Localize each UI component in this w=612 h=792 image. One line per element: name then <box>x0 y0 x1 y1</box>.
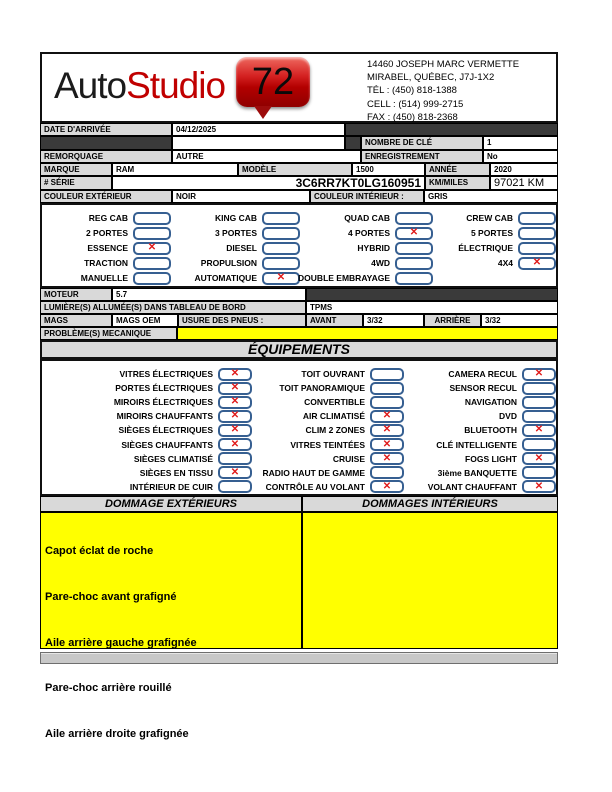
option-4wd <box>300 256 433 271</box>
option-3-portes <box>171 226 300 241</box>
equip-label: CONTRÔLE AU VOLANT <box>265 481 365 492</box>
equip-vitres-teintees <box>252 438 404 452</box>
equip-navigation <box>404 395 556 409</box>
marque-label: MARQUE <box>40 163 112 176</box>
option-label: DIESEL <box>226 243 257 254</box>
option-reg-cab <box>42 211 171 226</box>
checkbox[interactable] <box>370 424 404 437</box>
option-label: REG CAB <box>88 213 128 224</box>
equip-label: SIÈGES ÉLECTRIQUES <box>118 425 213 436</box>
equipment-section <box>40 359 558 496</box>
equip-label: MIROIRS CHAUFFANTS <box>116 411 213 422</box>
option-label: 2 PORTES <box>85 228 128 239</box>
cell-line: CELL : (514) 999-2715 <box>367 98 464 110</box>
equipment-column-1 <box>42 367 252 494</box>
option-label: 4 PORTES <box>347 228 390 239</box>
checkbox[interactable] <box>370 410 404 423</box>
equip-miroirs-chauffants <box>42 409 252 423</box>
moteur-field[interactable]: 5.7 <box>112 288 306 301</box>
equip-clim-2-zones <box>252 423 404 437</box>
equip-label: VOLANT CHAUFFANT <box>427 481 517 492</box>
equip-miroirs-electriques <box>42 395 252 409</box>
filler-dark-cell <box>345 123 558 136</box>
cab-drivetrain-section <box>40 203 558 288</box>
form-body <box>40 52 558 740</box>
checkbox[interactable] <box>395 227 433 240</box>
option-label: KING CAB <box>214 213 257 224</box>
km-miles-field[interactable]: 97021 KM <box>490 176 558 189</box>
damage-headers <box>40 496 558 512</box>
checkbox[interactable] <box>133 257 171 270</box>
option-essence <box>42 241 171 256</box>
mags-label: MAGS <box>40 314 112 327</box>
interior-damage-notes-field[interactable] <box>302 512 558 649</box>
equip-convertible <box>252 395 404 409</box>
equip-label: RADIO HAUT DE GAMME <box>262 467 365 478</box>
damage-notes <box>40 512 558 740</box>
option-4-portes <box>300 226 433 241</box>
checkbox[interactable] <box>522 480 556 493</box>
option-label: MANUELLE <box>80 273 128 284</box>
exterior-damage-lines <box>45 514 197 772</box>
checkbox[interactable] <box>262 212 300 225</box>
equip-label: TOIT OUVRANT <box>301 369 365 380</box>
equip-label: AIR CLIMATISÉ <box>302 411 365 422</box>
enregistrement-label: ENREGISTREMENT <box>361 150 483 163</box>
checkbox[interactable] <box>518 227 556 240</box>
option-label: 5 PORTES <box>470 228 513 239</box>
option-label: 4X4 <box>497 258 513 269</box>
option-label: ESSENCE <box>87 243 128 254</box>
equip-volant-chauffant <box>404 480 556 494</box>
checkbox[interactable] <box>218 410 252 423</box>
config-column-3 <box>300 211 433 286</box>
checkbox[interactable] <box>133 227 171 240</box>
checkbox[interactable] <box>522 396 556 409</box>
equip-label: TOIT PANORAMIQUE <box>279 383 365 394</box>
option-electrique <box>433 241 556 256</box>
km-miles-label: KM/MILES <box>425 176 490 189</box>
equipment-column-2 <box>252 367 404 494</box>
option-label: 3 PORTES <box>214 228 257 239</box>
option-quad-cab <box>300 211 433 226</box>
probleme-mecanique-label: PROBLÈME(S) MECANIQUE <box>40 327 177 340</box>
checkbox[interactable] <box>262 227 300 240</box>
checkbox[interactable] <box>218 466 252 479</box>
checkbox[interactable] <box>395 272 433 285</box>
equip-label: MIROIRS ÉLECTRIQUES <box>113 397 213 408</box>
option-2-portes <box>42 226 171 241</box>
equip-3ieme-banquette <box>404 466 556 480</box>
checkbox[interactable] <box>370 438 404 451</box>
probleme-mecanique-field[interactable] <box>177 327 558 340</box>
equipements-section-title: ÉQUIPEMENTS <box>40 340 558 359</box>
equip-label: SENSOR RECUL <box>449 383 517 394</box>
checkbox[interactable] <box>218 452 252 465</box>
remorquage-label: REMORQUAGE <box>40 150 172 163</box>
modele-label: MODÈLE <box>238 163 352 176</box>
option-label: AUTOMATIQUE <box>194 273 257 284</box>
checkbox[interactable] <box>522 466 556 479</box>
vehicle-info-grid <box>40 123 558 203</box>
checkbox[interactable] <box>522 410 556 423</box>
vin-field[interactable]: 3C6RR7KT0LG160951 <box>112 176 425 189</box>
equip-controle-au-volant <box>252 480 404 494</box>
equip-toit-ouvrant <box>252 367 404 381</box>
date-arrivee-field[interactable]: 04/12/2025 <box>172 123 345 136</box>
option-hybrid <box>300 241 433 256</box>
checkbox[interactable] <box>133 242 171 255</box>
filler-dark-cell <box>345 136 361 149</box>
checkbox[interactable] <box>522 424 556 437</box>
phone-line: TÉL : (450) 818-1388 <box>367 85 457 97</box>
mechanical-section <box>40 288 558 340</box>
option-label: DOUBLE EMBRAYAGE <box>298 273 390 284</box>
fax-line: FAX : (450) 818-2368 <box>367 111 458 123</box>
dommage-exterieurs-title: DOMMAGE EXTÉRIEURS <box>40 496 302 512</box>
equip-sieges-chauffants <box>42 438 252 452</box>
config-column-1 <box>42 211 171 286</box>
checkbox[interactable] <box>370 480 404 493</box>
damage-line: Pare-choc avant grafigné <box>45 590 177 603</box>
checkbox[interactable] <box>518 242 556 255</box>
modele-field[interactable]: 1500 <box>352 163 425 176</box>
mags-field[interactable]: MAGS OEM <box>112 314 178 327</box>
damage-line: Pare-choc arrière rouillé <box>45 682 172 695</box>
checkbox[interactable] <box>218 382 252 395</box>
remorquage-field[interactable]: AUTRE <box>172 150 361 163</box>
checkbox[interactable] <box>522 452 556 465</box>
enregistrement-field[interactable]: No <box>483 150 558 163</box>
serie-label: # SÉRIE <box>40 176 112 189</box>
checkbox[interactable] <box>395 212 433 225</box>
filler-dark-cell <box>40 136 172 149</box>
usure-pneus-label: USURE DES PNEUS : <box>178 314 306 327</box>
option-label: HYBRID <box>357 243 390 254</box>
checkbox[interactable] <box>370 466 404 479</box>
checkbox[interactable] <box>218 424 252 437</box>
equip-label: CAMERA RECUL <box>448 369 517 380</box>
equip-sensor-recul <box>404 381 556 395</box>
option-label: 4WD <box>371 258 390 269</box>
equip-bluetooth <box>404 423 556 437</box>
checkbox[interactable] <box>395 257 433 270</box>
option-label: TRACTION <box>84 258 128 269</box>
exterior-damage-notes-field[interactable] <box>40 512 302 740</box>
equip-toit-panoramique <box>252 381 404 395</box>
logo-text-studio: Studio <box>126 65 226 106</box>
empty-field[interactable] <box>172 136 345 149</box>
nombre-de-cle-label: NOMBRE DE CLÉ <box>361 136 483 149</box>
checkbox[interactable] <box>262 272 300 285</box>
checkbox[interactable] <box>370 452 404 465</box>
checkbox[interactable] <box>522 382 556 395</box>
equip-cle-intelligente <box>404 438 556 452</box>
equip-label: CONVERTIBLE <box>304 397 365 408</box>
equip-label: SIÈGES CHAUFFANTS <box>121 439 213 450</box>
option-crew-cab <box>433 211 556 226</box>
equip-label: FOGS LIGHT <box>465 453 517 464</box>
equip-label: 3ième BANQUETTE <box>437 467 517 478</box>
equip-air-climatise <box>252 409 404 423</box>
option-diesel <box>171 241 300 256</box>
equip-label: CLIM 2 ZONES <box>305 425 365 436</box>
option-4x4 <box>433 256 556 271</box>
header-box <box>40 52 558 123</box>
equip-label: CRUISE <box>332 453 365 464</box>
checkbox[interactable] <box>262 242 300 255</box>
checkbox[interactable] <box>218 368 252 381</box>
equip-sieges-electriques <box>42 423 252 437</box>
checkbox[interactable] <box>518 212 556 225</box>
checkbox[interactable] <box>395 242 433 255</box>
equip-dvd <box>404 409 556 423</box>
option-label: QUAD CAB <box>344 213 390 224</box>
option-double-embrayage <box>300 271 433 286</box>
equip-label: INTÉRIEUR DE CUIR <box>129 481 213 492</box>
dash-lights-field[interactable]: TPMS <box>306 301 558 314</box>
date-arrivee-label: DATE D'ARRIVÉE <box>40 123 172 136</box>
equip-radio-haut-de-gamme <box>252 466 404 480</box>
dash-lights-label: LUMIÈRE(S) ALLUMÉE(S) DANS TABLEAU DE BORD <box>40 301 306 314</box>
equip-portes-electriques <box>42 381 252 395</box>
option-king-cab <box>171 211 300 226</box>
checkbox[interactable] <box>133 272 171 285</box>
address-line: 14460 JOSEPH MARC VERMETTE <box>367 59 520 70</box>
autostudio-logo <box>54 65 225 107</box>
dommages-interieurs-title: DOMMAGES INTÉRIEURS <box>302 496 558 512</box>
config-column-2 <box>171 211 300 286</box>
checkbox[interactable] <box>522 438 556 451</box>
option-label: CREW CAB <box>466 213 513 224</box>
checkbox[interactable] <box>133 212 171 225</box>
option-manuelle <box>42 271 171 286</box>
arriere-label: ARRIÈRE <box>424 314 481 327</box>
equipment-column-3 <box>404 367 556 494</box>
address-line: MIRABEL, QUÉBEC, J7J-1X2 <box>367 72 495 84</box>
option-label: PROPULSION <box>200 258 257 269</box>
option-label: ÉLECTRIQUE <box>458 243 513 254</box>
damage-line: Aile arrière droite grafignée <box>45 727 189 740</box>
couleur-exterieur-field[interactable]: NOIR <box>172 190 310 203</box>
config-column-4 <box>433 211 556 286</box>
equip-label: VITRES ÉLECTRIQUES <box>119 369 213 380</box>
damage-line: Aile arrière gauche grafignée <box>45 636 197 649</box>
annee-label: ANNÉE <box>425 163 490 176</box>
equip-interieur-de-cuir <box>42 480 252 494</box>
moteur-label: MOTEUR <box>40 288 112 301</box>
equip-sieges-en-tissu <box>42 466 252 480</box>
equip-label: SIÈGES CLIMATISÉ <box>133 453 213 464</box>
filler-dark-cell <box>306 288 558 301</box>
equip-sieges-climatise <box>42 452 252 466</box>
checkbox[interactable] <box>218 438 252 451</box>
avant-label: AVANT <box>306 314 363 327</box>
badge-number: 72 <box>251 61 295 103</box>
equip-label: DVD <box>499 411 517 422</box>
nombre-de-cle-field[interactable]: 1 <box>483 136 558 149</box>
dealer-address-block <box>367 58 557 124</box>
logo-72-badge-icon <box>236 57 310 107</box>
equip-label: VITRES TEINTÉES <box>290 439 365 450</box>
arriere-field[interactable]: 3/32 <box>481 314 558 327</box>
option-automatique <box>171 271 300 286</box>
checkbox[interactable] <box>370 368 404 381</box>
couleur-interieur-field[interactable]: GRIS <box>424 190 558 203</box>
option-5-portes <box>433 226 556 241</box>
damage-line: Capot éclat de roche <box>45 545 154 558</box>
option-propulsion <box>171 256 300 271</box>
checkbox[interactable] <box>370 396 404 409</box>
annee-field[interactable]: 2020 <box>490 163 558 176</box>
couleur-interieur-label: COULEUR INTÉRIEUR : <box>310 190 424 203</box>
avant-field[interactable]: 3/32 <box>363 314 424 327</box>
checkbox[interactable] <box>218 480 252 493</box>
equip-fogs-light <box>404 452 556 466</box>
checkbox[interactable] <box>218 396 252 409</box>
equip-label: PORTES ÉLECTRIQUES <box>115 383 213 394</box>
equip-cruise <box>252 452 404 466</box>
logo-text-auto: Auto <box>54 65 127 106</box>
checkbox[interactable] <box>370 382 404 395</box>
checkbox[interactable] <box>262 257 300 270</box>
equip-camera-recul <box>404 367 556 381</box>
equip-label: CLÉ INTELLIGENTE <box>436 439 517 450</box>
checkbox[interactable] <box>522 368 556 381</box>
equip-label: NAVIGATION <box>464 397 517 408</box>
option-traction <box>42 256 171 271</box>
equip-label: SIÈGES EN TISSU <box>139 467 213 478</box>
couleur-exterieur-label: COULEUR EXTÉRIEUR <box>40 190 172 203</box>
equip-vitres-electriques <box>42 367 252 381</box>
marque-field[interactable]: RAM <box>112 163 238 176</box>
checkbox[interactable] <box>518 257 556 270</box>
equip-label: BLUETOOTH <box>464 425 517 436</box>
